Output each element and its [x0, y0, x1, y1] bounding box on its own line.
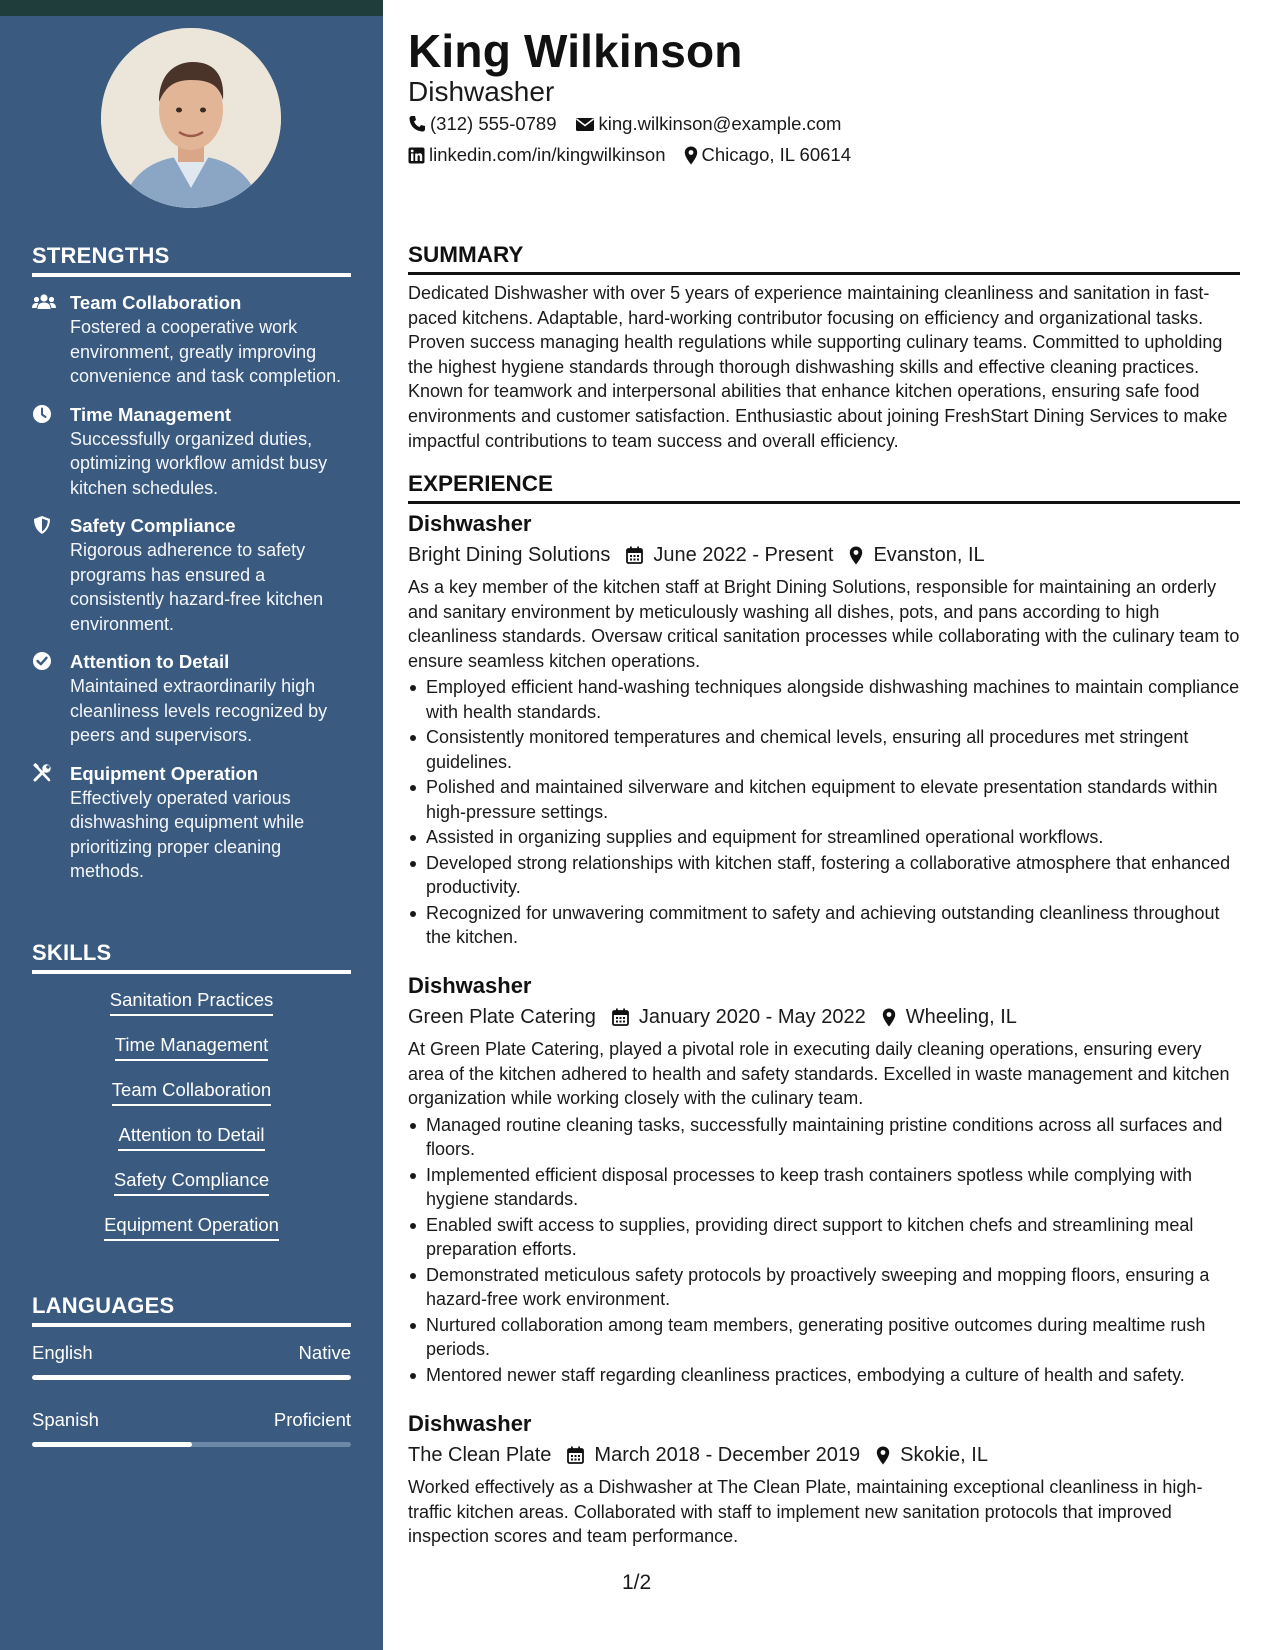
job-bullet: Recognized for unwavering commitment to safety and achieving outstanding cleanliness throughout the kitchen.	[408, 901, 1240, 950]
calendar-icon	[612, 1008, 629, 1026]
job-bullet: Demonstrated meticulous safety protocols by proactively sweeping and mopping floors, ensuring a hazard-free work environment.	[408, 1263, 1240, 1312]
strength-desc: Successfully organized duties, optimizing workflow amidst busy kitchen schedules.	[70, 428, 328, 498]
sidebar-top-band	[0, 0, 383, 16]
summary-text: Dedicated Dishwasher with over 5 years of experience maintaining cleanliness and sanitation in fast-paced kitchens. Adaptable, hard-working contributor focusing on efficiency and organizational tasks. Proven success managing health regulations while supporting culinary teams. Committed to upholding the highest hygiene standards through thorough dishwashing skills and effective cleaning practices. Known for teamwork and interpersonal abilities that enhance kitchen operations, ensuring safe food environments and customer satisfaction. Enthusiastic about joining FreshStart Dining Services to make impactful contributions to team success and overall efficiency.	[408, 283, 1228, 451]
calendar-icon	[626, 546, 643, 564]
job-description: As a key member of the kitchen staff at Bright Dining Solutions, responsible for maintaining an orderly and sanitary environment by meticulously washing all dishes, pots, and pans according to high cleanliness standards. Oversaw critical sanitation processes while collaborating with the culinary team to ensure seamless kitchen operations.	[408, 577, 1240, 671]
strength-item	[32, 291, 351, 389]
job-bullet: Employed efficient hand-washing techniques alongside dishwashing machines to maintain compliance with health standards.	[408, 675, 1240, 724]
phone-contact	[408, 113, 557, 135]
job-location	[876, 1441, 988, 1469]
job-title: Dishwasher	[408, 1411, 532, 1436]
job-dates	[567, 1441, 860, 1469]
job-bullet: Enabled swift access to supplies, providing direct support to kitchen chefs and streamlining meal preparation efforts.	[408, 1213, 1240, 1262]
skill-tag: Time Management	[115, 1033, 269, 1061]
language-proficiency-bar	[32, 1442, 351, 1447]
strength-title: Safety Compliance	[70, 515, 236, 536]
contact-row-1	[408, 113, 859, 135]
company-name: Bright Dining Solutions	[408, 544, 611, 566]
job-bullets	[408, 675, 1240, 950]
job-bullet: Mentored newer staff regarding cleanliness practices, embodying a culture of health and safety.	[408, 1363, 1240, 1388]
language-level: Native	[298, 1342, 351, 1363]
map-pin-icon	[882, 1008, 896, 1027]
check-circle-icon	[32, 651, 56, 671]
job-bullets	[408, 1113, 1240, 1388]
calendar-icon	[567, 1446, 584, 1464]
job-description: At Green Plate Catering, played a pivotal role in executing daily cleaning operations, ensuring every area of the kitchen adhered to health and safety standards. Excelled in waste management and kitchen organization while working closely with the culinary team.	[408, 1039, 1230, 1108]
language-list	[32, 1341, 351, 1447]
map-pin-icon	[684, 146, 698, 165]
job-bullet: Assisted in organizing supplies and equipment for streamlined operational workflows.	[408, 825, 1240, 850]
contact-row-2	[408, 144, 869, 166]
job-meta	[408, 1441, 1240, 1469]
strength-title: Equipment Operation	[70, 762, 259, 784]
linkedin-contact	[408, 144, 666, 166]
envelope-icon	[575, 116, 595, 132]
phone-number: (312) 555-0789	[430, 113, 557, 134]
job-location	[849, 541, 984, 569]
email-address: king.wilkinson@example.com	[598, 113, 842, 134]
strength-desc: Rigorous adherence to safety programs has ensured a consistently hazard-free kitchen environment.	[70, 540, 324, 634]
language-name: English	[32, 1342, 93, 1363]
job-dates-text: March 2018 - December 2019	[594, 1444, 861, 1466]
skill-tag: Safety Compliance	[114, 1168, 269, 1196]
job-meta	[408, 1003, 1240, 1031]
profile-photo	[101, 28, 281, 208]
language-item	[32, 1341, 351, 1365]
linkedin-icon	[408, 147, 425, 164]
experience-entry	[408, 510, 1240, 950]
strengths-heading: STRENGTHS	[32, 243, 351, 277]
job-meta	[408, 541, 1240, 569]
experience-heading: EXPERIENCE	[408, 471, 1240, 504]
job-bullet: Consistently monitored temperatures and chemical levels, ensuring all procedures met stringent guidelines.	[408, 725, 1240, 774]
strength-title: Attention to Detail	[70, 651, 230, 672]
job-location-text: Skokie, IL	[900, 1444, 988, 1466]
map-pin-icon	[876, 1446, 890, 1465]
skill-tag: Team Collaboration	[112, 1078, 271, 1106]
job-bullet: Nurtured collaboration among team members, generating positive outcomes during mealtime rush periods.	[408, 1313, 1240, 1362]
location-contact	[684, 144, 851, 166]
page-number: 1/2	[622, 1571, 652, 1594]
strength-title: Time Management	[70, 403, 232, 425]
job-bullet: Implemented efficient disposal processes to keep trash containers spotless while complying with hygiene standards.	[408, 1163, 1240, 1212]
candidate-title: Dishwasher	[408, 76, 555, 107]
skills-section	[32, 940, 351, 1258]
users-icon	[32, 292, 56, 312]
strength-item	[32, 762, 351, 884]
job-title: Dishwasher	[408, 973, 532, 998]
job-dates-text: June 2022 - Present	[653, 544, 834, 566]
location-text: Chicago, IL 60614	[701, 144, 851, 165]
job-dates-text: January 2020 - May 2022	[638, 1006, 866, 1028]
job-description: Worked effectively as a Dishwasher at The Clean Plate, maintaining exceptional cleanliness in high-traffic kitchen areas. Collaborated with staff to implement new sanitation protocols that improved inspection scores and team performance.	[408, 1477, 1203, 1546]
job-bullet: Developed strong relationships with kitchen staff, fostering a collaborative atmosphere that enhanced productivity.	[408, 851, 1240, 900]
sidebar	[0, 0, 383, 1650]
job-title: Dishwasher	[408, 511, 532, 536]
strength-title: Team Collaboration	[70, 292, 242, 313]
strength-item	[32, 650, 351, 748]
strength-item	[32, 514, 351, 636]
language-proficiency-bar	[32, 1375, 351, 1380]
job-bullet: Managed routine cleaning tasks, successfully maintaining pristine conditions across all surfaces and floors.	[408, 1113, 1240, 1162]
shield-icon	[32, 515, 56, 535]
job-location-text: Wheeling, IL	[905, 1006, 1017, 1028]
tools-icon	[32, 763, 56, 783]
strength-item	[32, 403, 351, 501]
experience-entry	[408, 972, 1240, 1387]
skill-tag: Attention to Detail	[118, 1123, 264, 1151]
job-bullet: Polished and maintained silverware and kitchen equipment to elevate presentation standards within high-pressure settings.	[408, 775, 1240, 824]
job-location	[882, 1003, 1017, 1031]
company-name: The Clean Plate	[408, 1444, 552, 1466]
skill-tag: Sanitation Practices	[110, 988, 274, 1016]
clock-icon	[32, 404, 56, 424]
experience-entry	[408, 1410, 1240, 1549]
strength-desc: Fostered a cooperative work environment, greatly improving convenience and task completion.	[70, 317, 342, 386]
summary-heading: SUMMARY	[408, 242, 1240, 275]
language-proficiency-fill	[32, 1442, 192, 1447]
job-dates	[612, 1003, 866, 1031]
strengths-section	[32, 243, 351, 884]
job-dates	[626, 541, 833, 569]
language-name: Spanish	[32, 1409, 99, 1430]
language-item	[32, 1408, 351, 1432]
candidate-name: King Wilkinson	[408, 25, 743, 77]
languages-section	[32, 1293, 351, 1475]
phone-icon	[408, 115, 426, 133]
strength-desc: Effectively operated various dishwashing equipment while prioritizing proper cleaning methods.	[70, 787, 305, 881]
skills-list	[32, 988, 351, 1258]
strength-desc: Maintained extraordinarily high cleanliness levels recognized by peers and supervisors.	[70, 676, 328, 745]
languages-heading: LANGUAGES	[32, 1293, 351, 1327]
language-level: Proficient	[273, 1409, 351, 1430]
language-proficiency-fill	[32, 1375, 351, 1380]
skill-tag: Equipment Operation	[104, 1213, 279, 1241]
linkedin-url: linkedin.com/in/kingwilkinson	[429, 144, 666, 165]
skills-heading: SKILLS	[32, 940, 351, 974]
job-location-text: Evanston, IL	[873, 544, 985, 566]
company-name: Green Plate Catering	[408, 1006, 596, 1028]
map-pin-icon	[849, 546, 863, 565]
email-contact	[575, 113, 842, 135]
